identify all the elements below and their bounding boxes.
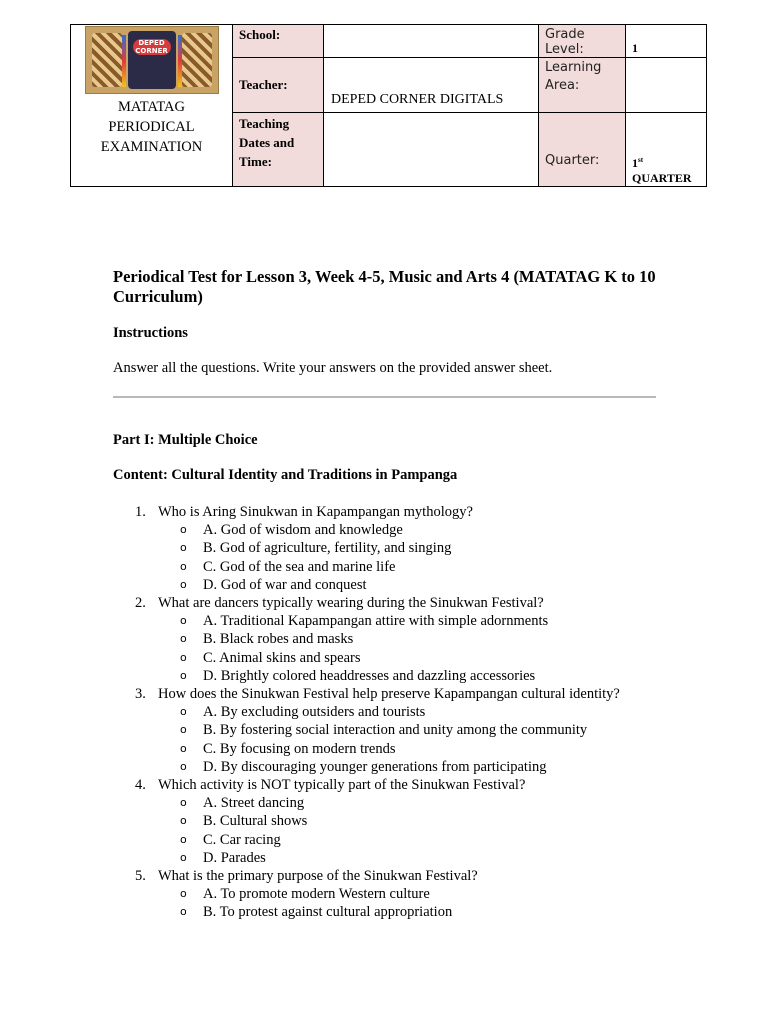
question-item xyxy=(0,685,768,776)
option-text: D. Brightly colored headdresses and dazzling accessories xyxy=(203,667,536,684)
question-list xyxy=(0,503,768,922)
answer-option[interactable] xyxy=(0,812,768,830)
option-bullet: o xyxy=(180,705,187,719)
teaching-dates-value[interactable] xyxy=(324,113,539,187)
learning-area-value[interactable] xyxy=(626,58,707,113)
logo-badge-text: DEPED CORNER xyxy=(133,39,171,55)
option-list xyxy=(0,703,768,776)
instructions-text: Answer all the questions. Write your answers on the provided answer sheet. xyxy=(113,360,553,376)
option-text: C. God of the sea and marine life xyxy=(203,558,396,575)
option-list xyxy=(0,794,768,867)
option-text: A. Street dancing xyxy=(203,795,305,812)
option-bullet: o xyxy=(180,905,187,919)
option-bullet: o xyxy=(180,887,187,901)
option-text: D. God of war and conquest xyxy=(203,576,367,593)
option-text: C. Animal skins and spears xyxy=(203,649,361,666)
option-text: B. By fostering social interaction and unity among the community xyxy=(203,722,588,739)
answer-option[interactable] xyxy=(0,794,768,812)
option-bullet: o xyxy=(180,723,187,737)
option-text: B. Cultural shows xyxy=(203,813,308,830)
question-number: 4. xyxy=(135,777,146,794)
answer-option[interactable] xyxy=(0,649,768,667)
answer-option[interactable] xyxy=(0,558,768,576)
option-bullet: o xyxy=(180,814,187,828)
answer-option[interactable] xyxy=(0,758,768,776)
question-number: 1. xyxy=(135,504,146,520)
question-number: 3. xyxy=(135,686,146,703)
option-bullet: o xyxy=(180,577,187,591)
deped-corner-logo xyxy=(85,26,219,94)
question-text: What is the primary purpose of the Sinukwan Festival? xyxy=(158,868,478,885)
option-text: B. God of agriculture, fertility, and singing xyxy=(203,540,452,557)
answer-option[interactable] xyxy=(0,612,768,630)
content-heading: Content: Cultural Identity and Traditions in Pampanga xyxy=(113,467,458,483)
exam-title: MATATAG PERIODICAL EXAMINATION xyxy=(100,99,203,155)
grade-level-value[interactable]: 1 xyxy=(626,25,707,58)
quarter-value[interactable]: 1st QUARTER xyxy=(626,113,707,187)
teacher-label: Teacher: xyxy=(233,58,324,113)
instructions-heading: Instructions xyxy=(113,325,188,341)
option-bullet: o xyxy=(180,559,187,573)
question-text: Who is Aring Sinukwan in Kapampangan mythology? xyxy=(158,504,473,520)
option-list xyxy=(0,885,768,921)
answer-option[interactable] xyxy=(0,521,768,539)
school-value[interactable] xyxy=(324,25,539,58)
option-list xyxy=(0,521,768,594)
option-text: D. By discouraging younger generations from participating xyxy=(203,758,547,775)
option-text: A. To promote modern Western culture xyxy=(203,886,430,903)
exam-title-cell xyxy=(71,25,233,187)
question-text: How does the Sinukwan Festival help preserve Kapampangan cultural identity? xyxy=(158,686,620,703)
option-bullet: o xyxy=(180,523,187,537)
option-text: A. God of wisdom and knowledge xyxy=(203,522,403,539)
option-bullet: o xyxy=(180,632,187,646)
option-bullet: o xyxy=(180,759,187,773)
grade-level-label: Grade Level: xyxy=(539,25,626,58)
option-bullet: o xyxy=(180,796,187,810)
question-text: What are dancers typically wearing during the Sinukwan Festival? xyxy=(158,595,544,612)
learning-area-label: Learning Area: xyxy=(539,58,626,113)
option-bullet: o xyxy=(180,541,187,555)
option-text: A. Traditional Kapampangan attire with simple adornments xyxy=(203,613,549,630)
question-item xyxy=(0,867,768,922)
answer-option[interactable] xyxy=(0,885,768,903)
option-text: B. Black robes and masks xyxy=(203,631,354,648)
question-number: 5. xyxy=(135,868,146,885)
option-text: A. By excluding outsiders and tourists xyxy=(203,704,426,721)
answer-option[interactable] xyxy=(0,831,768,849)
option-bullet: o xyxy=(180,741,187,755)
teacher-value: DEPED CORNER DIGITALS xyxy=(331,92,504,107)
horizontal-divider xyxy=(113,396,656,398)
answer-option[interactable] xyxy=(0,849,768,867)
answer-option[interactable] xyxy=(0,740,768,758)
quarter-label: Quarter: xyxy=(539,113,626,187)
option-text: D. Parades xyxy=(203,849,266,866)
teaching-dates-label: Teaching Dates and Time: xyxy=(233,113,324,187)
school-label: School: xyxy=(233,25,324,58)
option-bullet: o xyxy=(180,614,187,628)
answer-option[interactable] xyxy=(0,630,768,648)
answer-option[interactable] xyxy=(0,703,768,721)
question-item xyxy=(0,776,768,867)
answer-option[interactable] xyxy=(0,903,768,921)
question-item xyxy=(0,594,768,685)
option-list xyxy=(0,612,768,685)
option-bullet: o xyxy=(180,850,187,864)
question-item xyxy=(0,503,768,594)
option-text: B. To protest against cultural appropriation xyxy=(203,904,453,921)
option-bullet: o xyxy=(180,832,187,846)
answer-option[interactable] xyxy=(0,667,768,685)
option-bullet: o xyxy=(180,650,187,664)
question-number: 2. xyxy=(135,595,146,612)
test-title: Periodical Test for Lesson 3, Week 4-5, Music and Arts 4 (MATATAG K to 10 Curriculum) xyxy=(113,267,656,306)
answer-option[interactable] xyxy=(0,576,768,594)
option-text: C. By focusing on modern trends xyxy=(203,740,396,757)
question-text: Which activity is NOT typically part of the Sinukwan Festival? xyxy=(158,777,526,794)
option-text: C. Car racing xyxy=(203,831,281,848)
part-heading: Part I: Multiple Choice xyxy=(113,432,258,448)
answer-option[interactable] xyxy=(0,721,768,739)
option-bullet: o xyxy=(180,668,187,682)
answer-option[interactable] xyxy=(0,539,768,557)
